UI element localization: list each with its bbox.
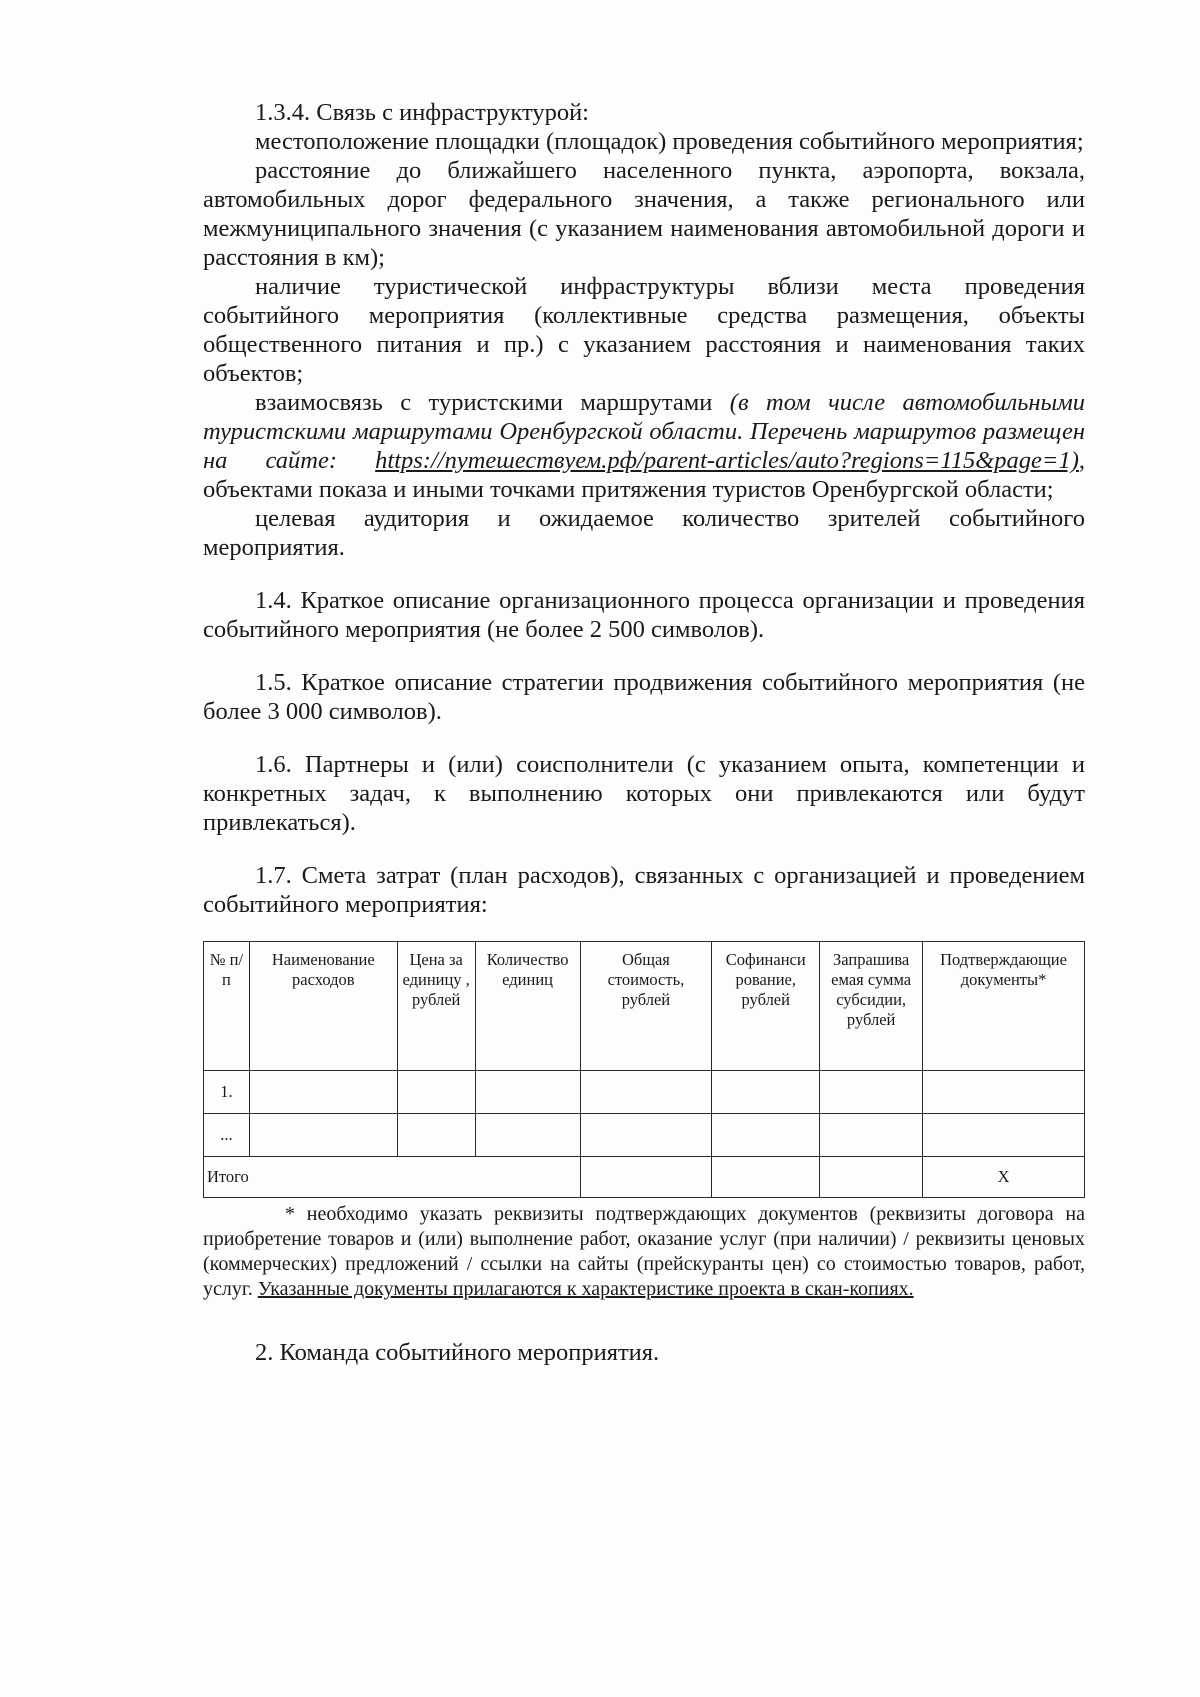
table-cell[interactable] [712, 1114, 820, 1157]
table-cell[interactable] [249, 1071, 397, 1114]
table-cell[interactable] [397, 1114, 475, 1157]
routes-link[interactable]: https://путешествуем.рф/parent-articles/auto?regions=115&page=1) [375, 447, 1079, 474]
table-cell[interactable] [820, 1114, 923, 1157]
header-cell-supporting-docs: Подтверждающие документы* [923, 942, 1085, 1071]
section-1-7: 1.7. Смета затрат (план расходов), связанных с организацией и проведением событийного мероприятия: [203, 862, 1085, 918]
table-row [204, 1114, 1085, 1157]
paragraph-distances: расстояние до ближайшего населенного пункта, аэропорта, вокзала, автомобильных дорог федерального значения, а также регионального или межмуниципального значения (с указанием наименования автомобильной дороги и расстояния в км); [203, 157, 1085, 271]
routes-italic-text: (в том числе автомобильными туристскими маршрутами Оренбургской области. Перечень маршрутов размещен на сайте: [203, 389, 1085, 474]
table-cell[interactable] [249, 1114, 397, 1157]
table-cell[interactable] [820, 1071, 923, 1114]
total-label: Итого [204, 1157, 581, 1198]
table-cell[interactable] [923, 1114, 1085, 1157]
table-cell[interactable] [923, 1071, 1085, 1114]
total-cost-cell[interactable] [580, 1157, 712, 1198]
header-cell-quantity: Количество единиц [475, 942, 580, 1071]
cost-estimate-table [203, 941, 1085, 1198]
section-2-title: 2. Команда событийного мероприятия. [255, 1339, 660, 1366]
header-cell-total-cost: Общая стоимость, рублей [580, 942, 712, 1071]
table-cell[interactable] [580, 1071, 712, 1114]
table-cell[interactable] [475, 1114, 580, 1157]
section-1-4: 1.4. Краткое описание организационного процесса организации и проведения событийного мероприятия (не более 2 500 символов). [203, 587, 1085, 643]
routes-text-end: , объектами показа и иными точками притяжения туристов Оренбургской области; [203, 447, 1085, 503]
section-1-6: 1.6. Партнеры и (или) соисполнители (с указанием опыта, компетенции и конкретных задач, к выполнению которых они привлекаются или будут привлекаться). [203, 751, 1085, 836]
header-cell-cofinancing: Софинанси рование, рублей [712, 942, 820, 1071]
total-cofinancing-cell[interactable] [712, 1157, 820, 1198]
table-cell[interactable] [712, 1071, 820, 1114]
header-cell-requested-subsidy: Запрашива емая сумма субсидии, рублей [820, 942, 923, 1071]
paragraph-venue-location: местоположение площадки (площадок) проведения событийного мероприятия; [255, 128, 1084, 155]
table-row [204, 1071, 1085, 1114]
table-total-row [204, 1157, 1085, 1198]
table-cell[interactable] [580, 1114, 712, 1157]
paragraph-target-audience: целевая аудитория и ожидаемое количество зрителей событийного мероприятия. [203, 505, 1085, 561]
table-cell[interactable] [397, 1071, 475, 1114]
table-cell[interactable] [475, 1071, 580, 1114]
total-docs-mark: Х [923, 1157, 1085, 1198]
document-body [203, 98, 1085, 1367]
paragraph-tourist-infrastructure: наличие туристической инфраструктуры вблизи места проведения событийного мероприятия (коллективные средства размещения, объекты общественного питания и пр.) с указанием расстояния и наименования таких объектов; [203, 273, 1085, 387]
total-subsidy-cell[interactable] [820, 1157, 923, 1198]
row-number: 1. [204, 1071, 250, 1114]
section-1-3-4-title: 1.3.4. Связь с инфраструктурой: [255, 99, 589, 126]
footnote-underlined: Указанные документы прилагаются к характеристике проекта в скан-копиях. [257, 1278, 914, 1300]
row-number: ... [204, 1114, 250, 1157]
header-cell-expense-name: Наименование расходов [249, 942, 397, 1071]
header-cell-number: № п/п [204, 942, 250, 1071]
table-footnote [203, 1202, 1085, 1302]
section-1-5: 1.5. Краткое описание стратегии продвижения событийного мероприятия (не более 3 000 символов). [203, 669, 1085, 725]
routes-text-start: взаимосвязь с туристскими маршрутами [255, 389, 730, 416]
footnote-text: * необходимо указать реквизиты подтверждающих документов (реквизиты договора на приобретение товаров и (или) выполнение работ, оказание услуг (при наличии) / реквизиты ценовых (коммерческих) предложений / ссылки на сайты (прейскуранты цен) со стоимостью товаров, работ, услуг. [203, 1203, 1085, 1300]
paragraph-routes [203, 388, 1085, 504]
header-cell-unit-price: Цена за единицу , рублей [397, 942, 475, 1071]
table-header-row [204, 942, 1085, 1071]
